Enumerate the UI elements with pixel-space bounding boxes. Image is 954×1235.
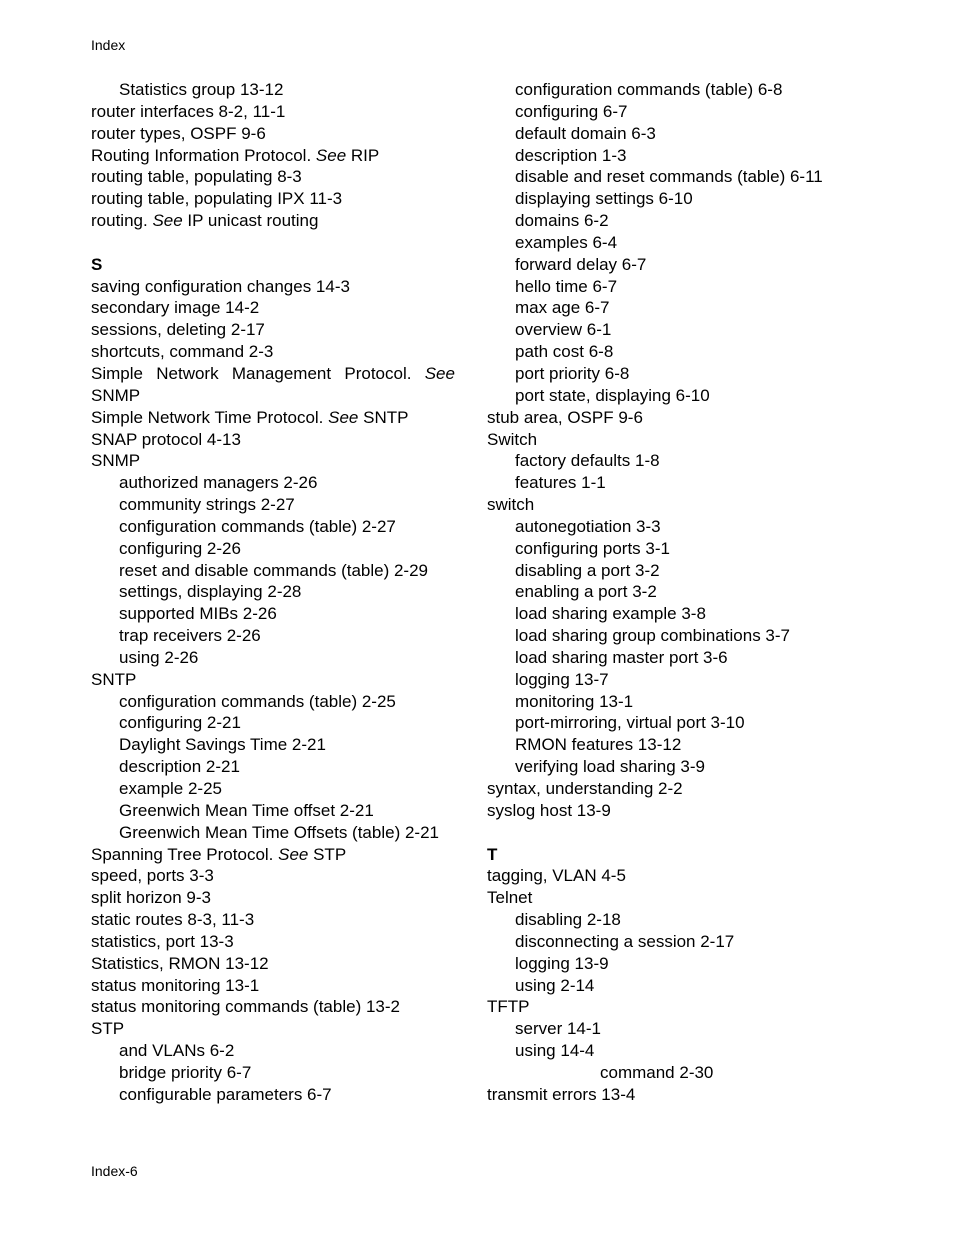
index-entry: Statistics, RMON 13-12 (91, 953, 269, 973)
index-subentry-orphan: command 2-30 (600, 1062, 714, 1082)
index-entry: stub area, OSPF 9-6 (487, 407, 643, 427)
index-subentry: configuration commands (table) 2-25 (119, 691, 396, 711)
index-entry-see (91, 407, 457, 429)
index-subentry: factory defaults 1-8 (515, 451, 660, 471)
see-reference: See (278, 844, 309, 864)
entry-text: routing. (91, 211, 153, 231)
index-entry: transmit errors 13-4 (487, 1084, 636, 1104)
index-entry: status monitoring commands (table) 13-2 (91, 997, 400, 1017)
index-subentry: bridge priority 6-7 (119, 1062, 252, 1082)
index-subentry: port state, displaying 6-10 (515, 385, 710, 405)
index-entry: syntax, understanding 2-2 (487, 779, 683, 798)
section-letter-s: S (91, 254, 103, 274)
index-column-right (487, 79, 847, 1106)
index-subentry: authorized managers 2-26 (119, 473, 318, 493)
word: Management (231, 363, 332, 383)
index-entry: TFTP (487, 997, 530, 1017)
index-entry: SNMP (91, 451, 141, 471)
index-subentry: logging 13-9 (515, 953, 609, 973)
index-entry: STP (91, 1019, 125, 1039)
index-subentry: Statistics group 13-12 (119, 80, 284, 99)
running-header: Index (91, 37, 126, 53)
index-subentry: max age 6-7 (515, 298, 610, 318)
entry-text: Spanning Tree Protocol. (91, 844, 279, 864)
index-entry: shortcuts, command 2-3 (91, 342, 274, 362)
index-subentry: description 2-21 (119, 757, 240, 777)
index-subentry: verifying load sharing 3-9 (515, 757, 705, 777)
index-subentry: description 1-3 (515, 145, 627, 165)
index-entry: speed, ports 3-3 (91, 866, 214, 886)
index-subentry: configuration commands (table) 2-27 (119, 516, 396, 536)
index-entry: routing table, populating IPX 11-3 (91, 189, 343, 209)
index-entry-see-justified (91, 363, 455, 385)
spacer (91, 232, 457, 254)
index-column-left (91, 79, 457, 1106)
see-reference: See (328, 407, 359, 427)
index-subentry: examples 6-4 (515, 232, 618, 252)
word: Simple (91, 363, 143, 383)
index-subentry: disconnecting a session 2-17 (515, 931, 735, 951)
index-subentry: server 14-1 (515, 1019, 601, 1039)
entry-text: Simple Network Time Protocol. (91, 407, 329, 427)
index-subentry: using 2-26 (119, 647, 199, 667)
index-subentry: and VLANs 6-2 (119, 1041, 235, 1061)
index-entry: split horizon 9-3 (91, 888, 212, 908)
index-subentry: disabling a port 3-2 (515, 560, 660, 580)
index-subentry: load sharing example 3-8 (515, 604, 706, 624)
index-subentry: hello time 6-7 (515, 276, 618, 296)
index-subentry: port priority 6-8 (515, 363, 630, 383)
index-subentry: path cost 6-8 (515, 342, 614, 362)
section-letter-t: T (487, 844, 498, 864)
index-subentry: load sharing group combinations 3-7 (515, 626, 791, 646)
index-entry: switch (487, 495, 535, 515)
see-reference: See (152, 211, 183, 231)
index-entry: router types, OSPF 9-6 (91, 123, 266, 143)
index-subentry: reset and disable commands (table) 2-29 (119, 560, 428, 580)
index-subentry: using 2-14 (515, 975, 595, 995)
index-subentry: RMON features 13-12 (515, 735, 682, 755)
index-entry: router interfaces 8-2, 11-1 (91, 101, 286, 121)
entry-target: IP unicast routing (182, 211, 319, 231)
word: Network (156, 363, 219, 383)
index-subentry: settings, displaying 2-28 (119, 582, 302, 602)
index-subentry: default domain 6-3 (515, 123, 656, 143)
index-entry: status monitoring 13-1 (91, 975, 260, 995)
index-subentry: monitoring 13-1 (515, 691, 634, 711)
index-subentry: example 2-25 (119, 779, 223, 798)
index-subentry: port-mirroring, virtual port 3-10 (515, 713, 745, 733)
index-subentry: community strings 2-27 (119, 495, 295, 515)
see-reference: See (315, 145, 347, 165)
index-subentry: configuring 6-7 (515, 101, 628, 121)
index-subentry: enabling a port 3-2 (515, 582, 657, 602)
index-entry: secondary image 14-2 (91, 298, 260, 318)
see-reference: See (424, 363, 455, 383)
index-subentry: overview 6-1 (515, 320, 612, 340)
page-number-footer: Index-6 (91, 1163, 138, 1179)
index-entry: SNTP (91, 669, 137, 689)
index-subentry: using 14-4 (515, 1041, 595, 1061)
index-entry: tagging, VLAN 4-5 (487, 866, 626, 886)
index-entry: syslog host 13-9 (487, 800, 611, 820)
index-subentry: configuration commands (table) 6-8 (515, 80, 783, 99)
index-entry: Switch (487, 429, 538, 449)
index-subentry: disabling 2-18 (515, 910, 621, 930)
index-entry-see (91, 210, 457, 232)
index-entry: sessions, deleting 2-17 (91, 320, 265, 340)
index-subentry: supported MIBs 2-26 (119, 604, 277, 624)
index-subentry: configuring ports 3-1 (515, 538, 670, 558)
index-subentry: logging 13-7 (515, 669, 609, 689)
index-subentry: configuring 2-21 (119, 713, 241, 733)
entry-target: STP (308, 844, 347, 864)
index-entry: statistics, port 13-3 (91, 931, 234, 951)
index-subentry: autonegotiation 3-3 (515, 516, 661, 536)
index-subentry: features 1-1 (515, 473, 606, 493)
entry-target: SNTP (358, 407, 409, 427)
index-entry-see (91, 844, 457, 866)
word: Protocol. (344, 363, 412, 383)
entry-target: RIP (346, 145, 380, 165)
index-subentry: disable and reset commands (table) 6-11 (515, 167, 823, 187)
index-subentry: configuring 2-26 (119, 538, 241, 558)
index-subentry: Greenwich Mean Time offset 2-21 (119, 800, 374, 820)
index-subentry: configurable parameters 6-7 (119, 1084, 332, 1104)
index-entry: Telnet (487, 888, 533, 908)
index-subentry: load sharing master port 3-6 (515, 647, 728, 667)
index-entry-see (91, 145, 457, 167)
index-entry: saving configuration changes 14-3 (91, 276, 350, 296)
index-subentry: forward delay 6-7 (515, 254, 647, 274)
index-subentry: Daylight Savings Time 2-21 (119, 735, 326, 755)
index-entry: routing table, populating 8-3 (91, 167, 302, 187)
index-entry: static routes 8-3, 11-3 (91, 910, 255, 930)
index-entry: SNAP protocol 4-13 (91, 429, 241, 449)
index-subentry: domains 6-2 (515, 211, 609, 231)
index-subentry: Greenwich Mean Time Offsets (table) 2-21 (119, 822, 439, 842)
spacer (487, 822, 847, 844)
entry-text: Routing Information Protocol. (91, 145, 316, 165)
index-entry-continuation: SNMP (91, 385, 141, 405)
index-subentry: trap receivers 2-26 (119, 626, 261, 646)
index-subentry: displaying settings 6-10 (515, 189, 693, 209)
